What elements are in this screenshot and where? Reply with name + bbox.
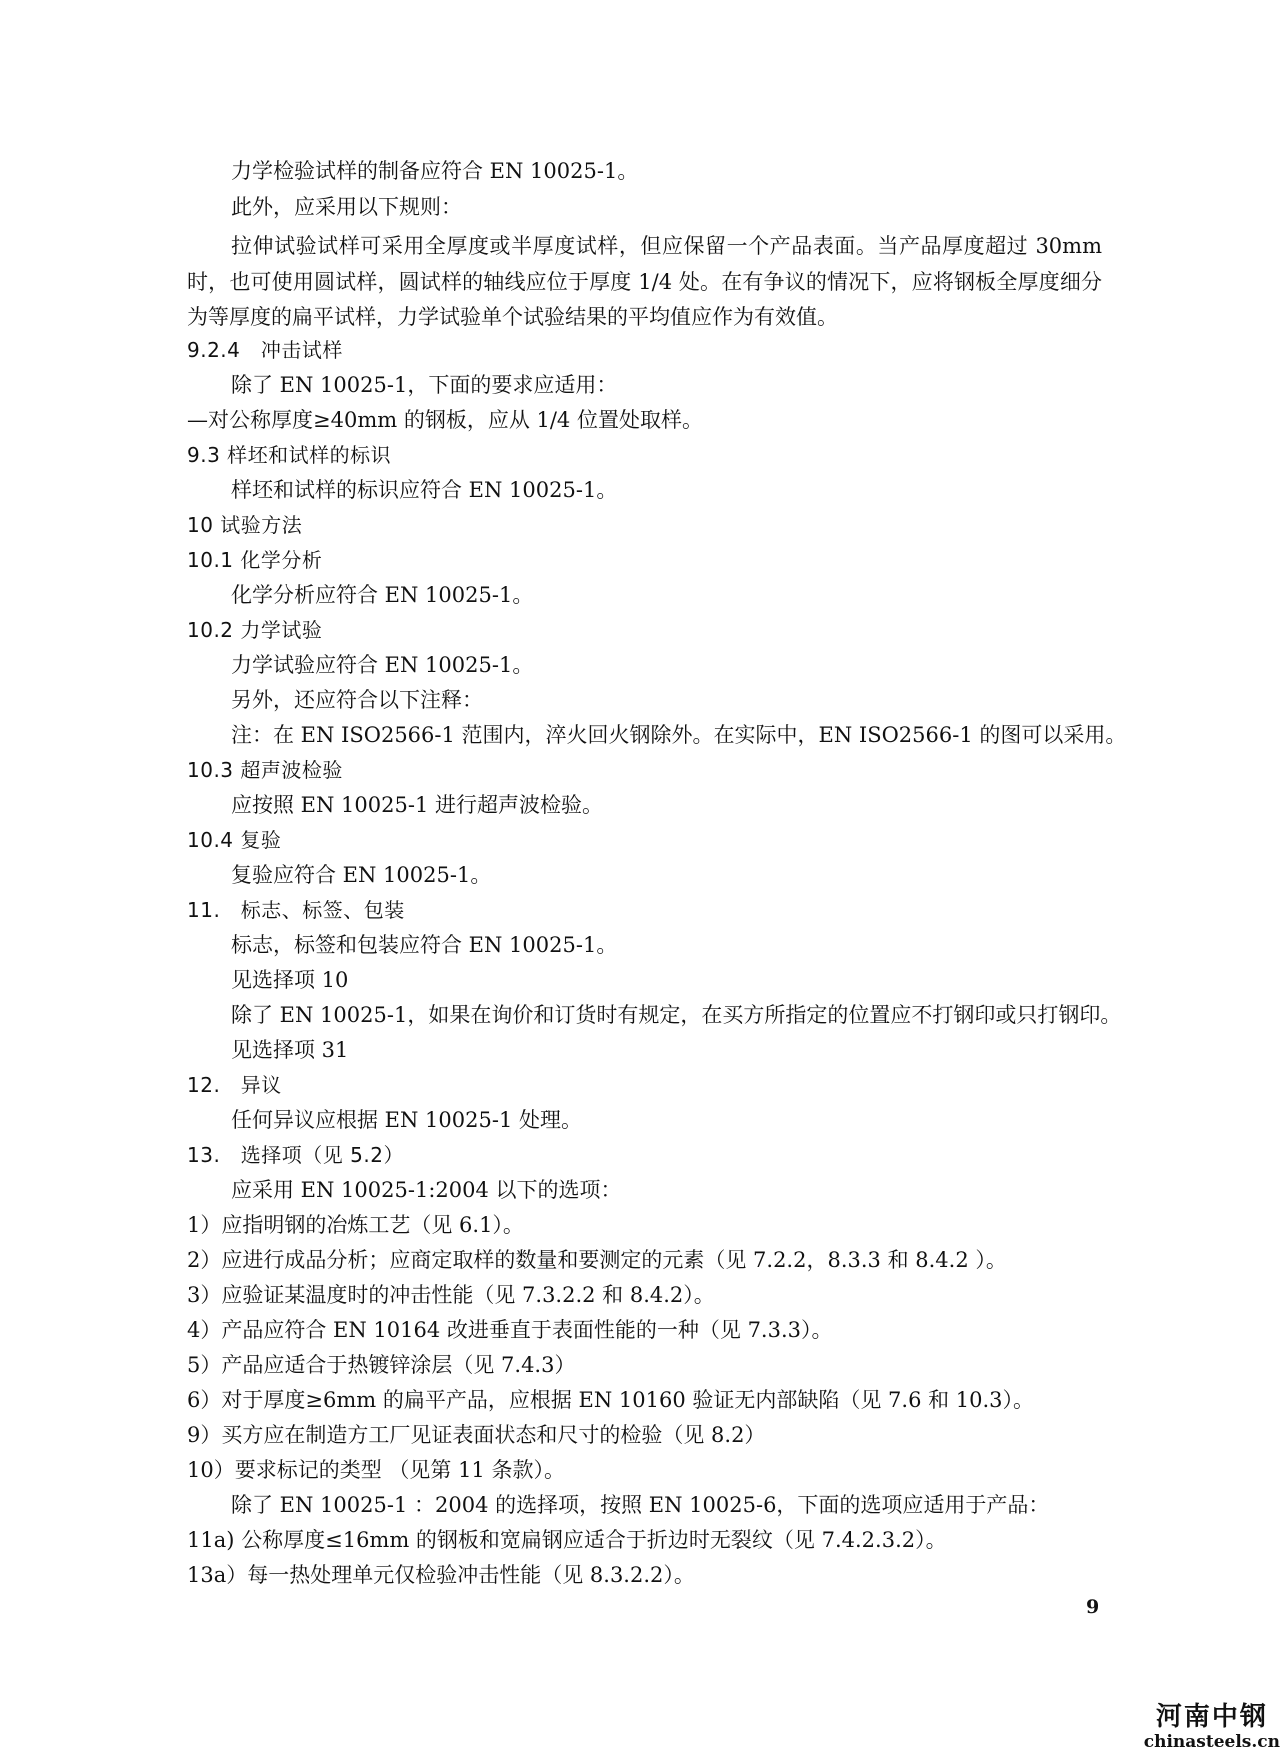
text-line: —对公称厚度≥40mm 的钢板，应从 1/4 位置处取样。 xyxy=(187,408,703,432)
list-item: 1）应指明钢的冶炼工艺（见 6.1）。 xyxy=(187,1213,524,1237)
text-line: 见选择项 10 xyxy=(231,968,349,992)
text-line: 复验应符合 EN 10025-1。 xyxy=(231,863,492,887)
section-heading: 10.3 超声波检验 xyxy=(187,758,343,782)
text-line: 除了 EN 10025-1，下面的要求应适用： xyxy=(231,373,618,397)
note-line: 注：在 EN ISO2566-1 范围内，淬火回火钢除外。在实际中，EN ISO2566-1 的图可以采用。 xyxy=(231,723,1127,747)
text-line: 除了 EN 10025-1，如果在询价和订货时有规定，在买方所指定的位置应不打钢印或只打钢印。 xyxy=(231,1003,1122,1027)
section-heading: 10.1 化学分析 xyxy=(187,548,323,572)
section-heading: 9.2.4 冲击试样 xyxy=(187,338,343,362)
list-item: 11a) 公称厚度≤16mm 的钢板和宽扁钢应适合于折边时无裂纹（见 7.4.2.3.2）。 xyxy=(187,1528,947,1552)
section-heading: 10.2 力学试验 xyxy=(187,618,323,642)
text-line: 应按照 EN 10025-1 进行超声波检验。 xyxy=(231,793,603,817)
section-heading: 10.4 复验 xyxy=(187,828,282,852)
paragraph: 拉伸试验试样可采用全厚度或半厚度试样，但应保留一个产品表面。当产品厚度超过 30mm 时，也可使用圆试样，圆试样的轴线应位于厚度 1/4 处。在有争议的情况下，应将钢板全厚度细分为等厚度的扁平试样，力学试验单个试验结果的平均值应作为有效值。 xyxy=(187,234,1102,329)
list-item: 5）产品应适合于热镀锌涂层（见 7.4.3） xyxy=(187,1353,576,1377)
list-item: 6）对于厚度≥6mm 的扁平产品，应根据 EN 10160 验证无内部缺陷（见 7.6 和 10.3）。 xyxy=(187,1388,1035,1412)
watermark-logo-en: chinasteels.cn xyxy=(1143,1732,1280,1752)
list-item: 13a）每一热处理单元仅检验冲击性能（见 8.3.2.2）。 xyxy=(187,1563,695,1587)
page-number: 9 xyxy=(1086,1596,1100,1618)
list-item: 2）应进行成品分析；应商定取样的数量和要测定的元素（见 7.2.2，8.3.3 和 8.4.2 ）。 xyxy=(187,1248,1007,1272)
text-line: 样坯和试样的标识应符合 EN 10025-1。 xyxy=(231,478,618,502)
text-line: 见选择项 31 xyxy=(231,1038,349,1062)
text-line: 此外，应采用以下规则： xyxy=(231,195,462,219)
text-line: 除了 EN 10025-1 ：2004 的选择项，按照 EN 10025-6，下面的选项应适用于产品： xyxy=(231,1493,1050,1517)
watermark-logo-cn: 河南中钢 xyxy=(1155,1702,1268,1732)
section-heading: 12. 异议 xyxy=(187,1073,282,1097)
text-line: 任何异议应根据 EN 10025-1 处理。 xyxy=(231,1108,582,1132)
list-item: 4）产品应符合 EN 10164 改进垂直于表面性能的一种（见 7.3.3）。 xyxy=(187,1318,833,1342)
text-line: 应采用 EN 10025-1:2004 以下的选项： xyxy=(231,1178,622,1202)
text-line: 标志，标签和包装应符合 EN 10025-1。 xyxy=(231,933,618,957)
watermark-logo xyxy=(1144,1702,1280,1752)
section-heading: 9.3 样坯和试样的标识 xyxy=(187,443,392,467)
text-line: 化学分析应符合 EN 10025-1。 xyxy=(231,583,534,607)
section-heading: 11. 标志、标签、包装 xyxy=(187,898,405,922)
text-line: 另外，还应符合以下注释： xyxy=(231,688,483,712)
text-line: 力学试验应符合 EN 10025-1。 xyxy=(231,653,534,677)
list-item: 10）要求标记的类型 （见第 11 条款）。 xyxy=(187,1458,565,1482)
section-heading: 10 试验方法 xyxy=(187,513,303,537)
list-item: 3）应验证某温度时的冲击性能（见 7.3.2.2 和 8.4.2）。 xyxy=(187,1283,715,1307)
text-line: 力学检验试样的制备应符合 EN 10025-1。 xyxy=(231,159,639,183)
section-heading: 13. 选择项（见 5.2） xyxy=(187,1143,404,1167)
list-item: 9）买方应在制造方工厂见证表面状态和尺寸的检验（见 8.2） xyxy=(187,1423,766,1447)
